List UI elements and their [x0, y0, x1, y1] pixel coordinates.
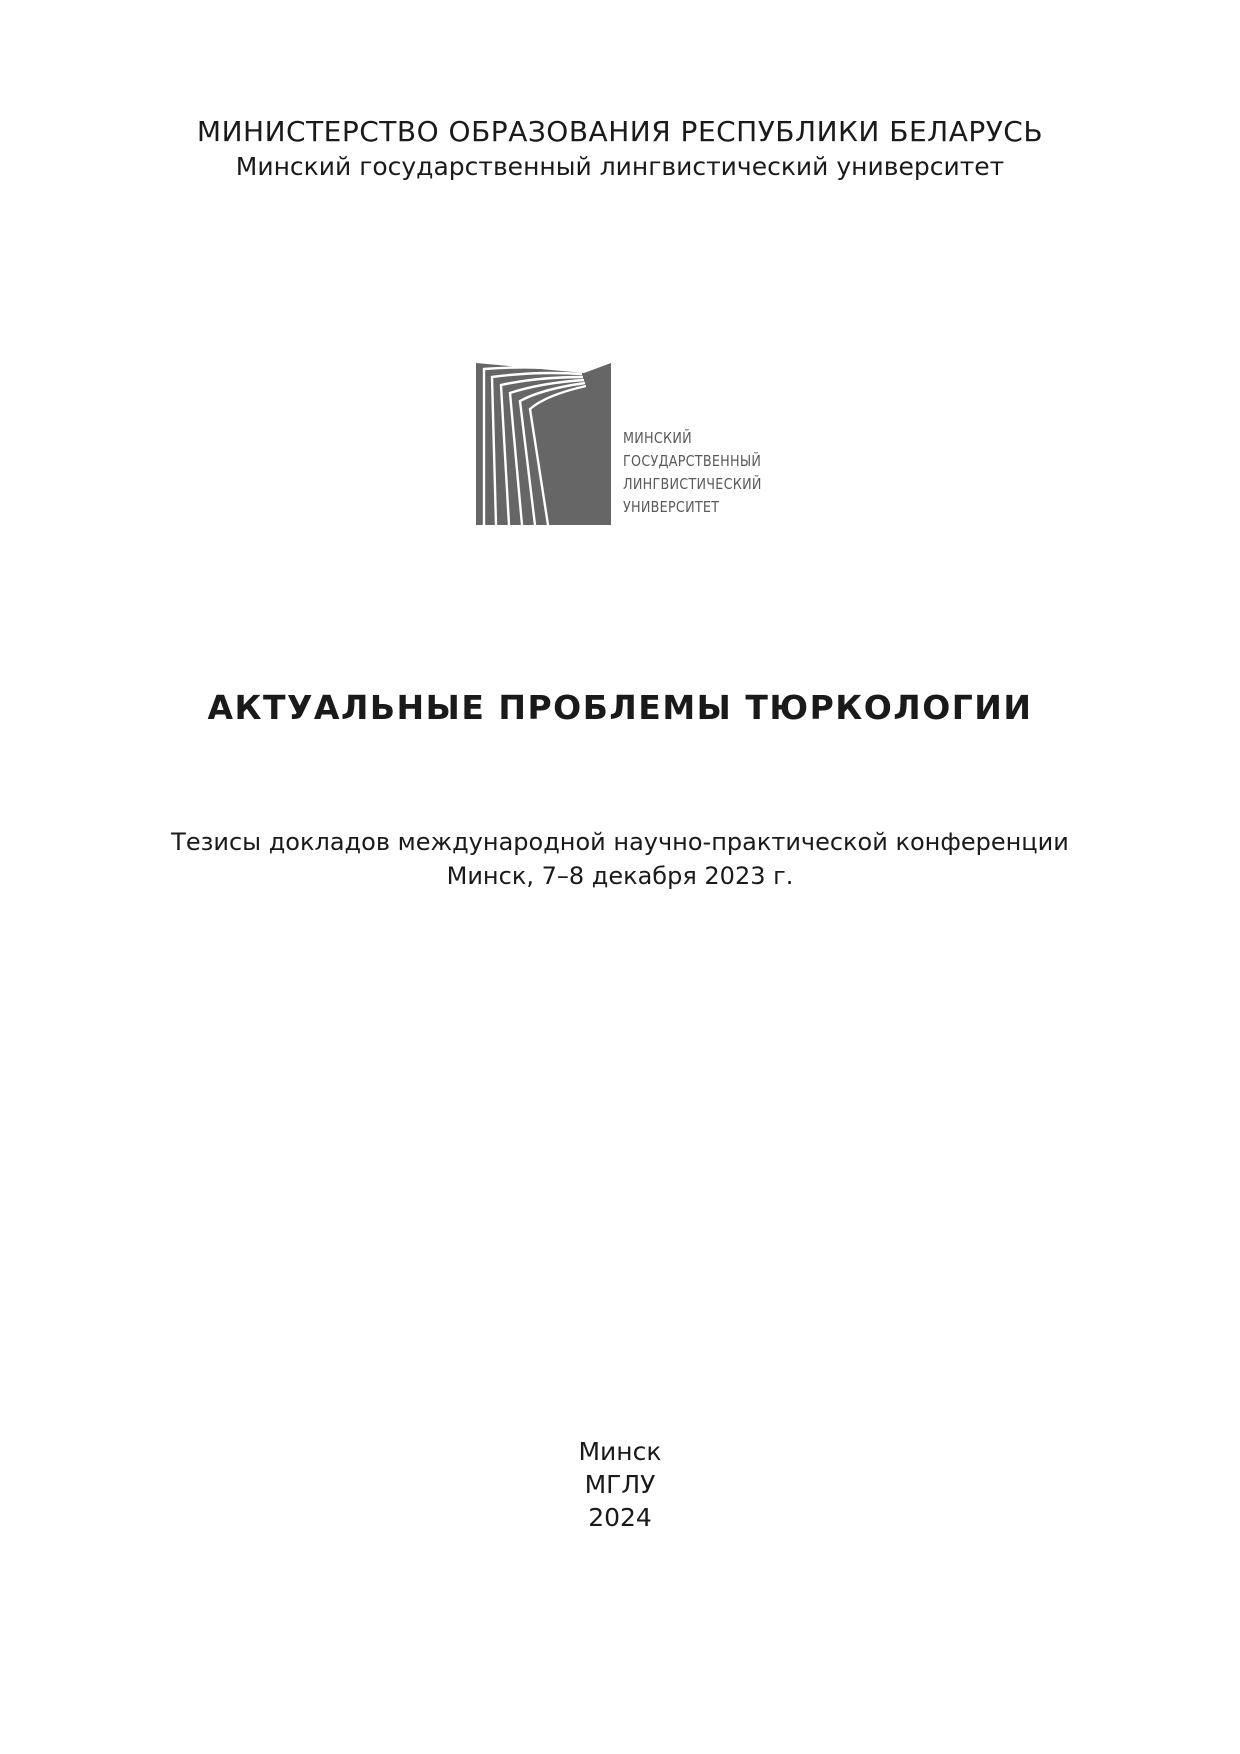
logo-line: УНИВЕРСИТЕТ [623, 498, 720, 516]
document-title: АКТУАЛЬНЫЕ ПРОБЛЕМЫ ТЮРКОЛОГИИ [207, 688, 1033, 727]
university-name: Минский государственный лингвистический университет [235, 152, 1005, 181]
university-logo [476, 363, 776, 528]
conference-date: Минск, 7–8 декабря 2023 г. [446, 862, 794, 890]
imprint-publisher: МГЛУ [584, 1470, 656, 1499]
imprint-year: 2024 [588, 1503, 652, 1532]
ministry-heading: МИНИСТЕРСТВО ОБРАЗОВАНИЯ РЕСПУБЛИКИ БЕЛАРУСЬ [196, 115, 1044, 148]
imprint [0, 1435, 1240, 1534]
logo-line: ГОСУДАРСТВЕННЫЙ [623, 452, 762, 470]
logo-line: ЛИНГВИСТИЧЕСКИЙ [623, 475, 762, 493]
document-subtitle: Тезисы докладов международной научно-практической конференции [171, 828, 1069, 856]
book-logo-icon [476, 363, 611, 525]
imprint-city: Минск [578, 1437, 662, 1466]
logo-line: МИНСКИЙ [623, 429, 692, 447]
logo-wordmark [623, 427, 762, 519]
